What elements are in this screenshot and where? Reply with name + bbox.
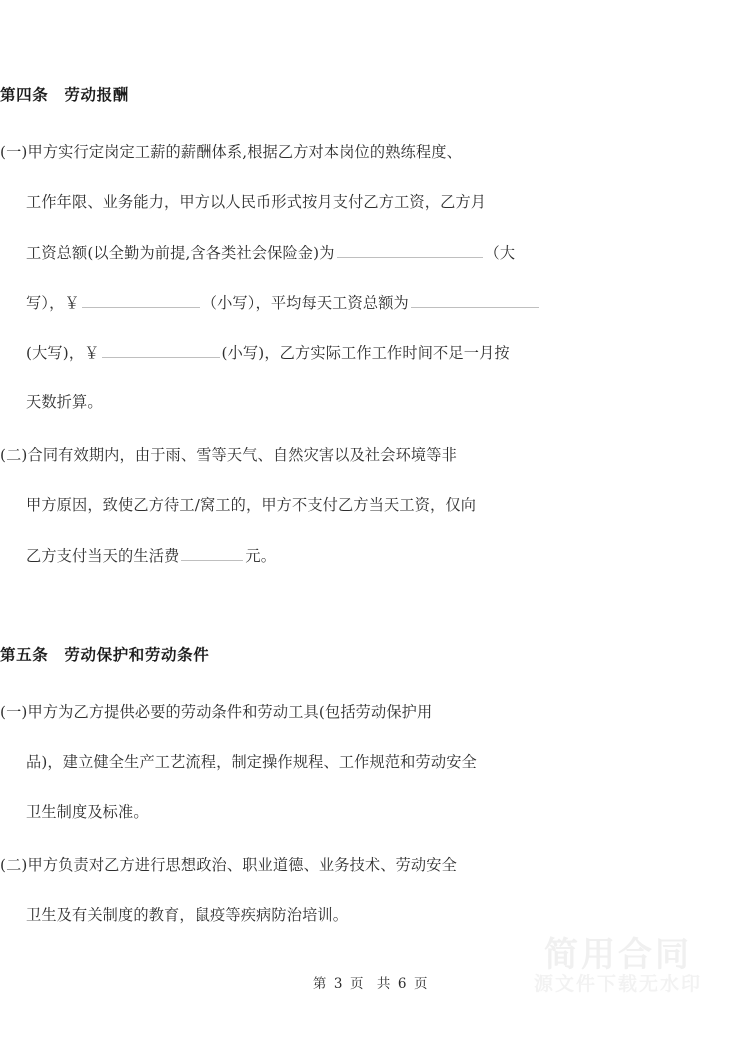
paragraph-line — [26, 493, 548, 517]
fill-in-blank[interactable] — [82, 290, 200, 308]
paragraph-line — [26, 390, 548, 414]
text-run: 元。 — [245, 547, 277, 565]
text-run: (小写)，乙方实际工作工作时间不足一月按 — [221, 344, 510, 362]
text-run: 乙方支付当天的生活费 — [26, 547, 180, 565]
text-run: (二)甲方负责对乙方进行思想政治、职业道德、业务技术、劳动安全 — [0, 856, 457, 874]
paragraph-line — [26, 290, 548, 314]
section-heading-article-5: 第五条 劳动保护和劳动条件 — [0, 646, 210, 664]
watermark-subtitle: 源文件下载无水印 — [533, 973, 702, 996]
paragraph-line — [26, 800, 548, 824]
fill-in-blank[interactable] — [411, 290, 539, 308]
text-run: (大写)，￥ — [26, 344, 100, 362]
fill-in-blank[interactable] — [181, 543, 243, 561]
text-run: 品)，建立健全生产工艺流程，制定操作规程、工作规范和劳动安全 — [26, 753, 477, 771]
text-run: 甲方原因，致使乙方待工/窝工的，甲方不支付乙方当天工资，仅向 — [26, 496, 477, 514]
watermark-title: 简用合同 — [544, 934, 692, 975]
paragraph-line — [26, 190, 548, 214]
text-run: （大 — [484, 244, 516, 262]
paragraph-line — [0, 140, 522, 164]
text-run: (一)甲方实行定岗定工薪的薪酬体系,根据乙方对本岗位的熟练程度、 — [0, 143, 462, 161]
paragraph-line — [0, 700, 522, 724]
text-run: 卫生制度及标准。 — [26, 803, 149, 821]
paragraph-line — [26, 240, 548, 264]
text-run: 天数折算。 — [26, 393, 103, 411]
text-run: 写），￥ — [26, 294, 80, 312]
text-run: 工作年限、业务能力，甲方以人民币形式按月支付乙方工资，乙方月 — [26, 193, 487, 211]
paragraph-line — [0, 853, 522, 877]
text-run: （小写），平均每天工资总额为 — [201, 294, 409, 312]
paragraph-line — [26, 340, 548, 364]
fill-in-blank[interactable] — [337, 240, 483, 258]
section-heading-article-4: 第四条 劳动报酬 — [0, 86, 129, 104]
fill-in-blank[interactable] — [102, 340, 220, 358]
paragraph-line — [26, 750, 548, 774]
text-run: 工资总额(以全勤为前提,含各类社会保险金)为 — [26, 244, 335, 262]
text-run: 卫生及有关制度的教育，鼠疫等疾病防治培训。 — [26, 906, 349, 924]
paragraph-line — [26, 903, 548, 927]
page-footer: 第 3 页 共 6 页 — [312, 976, 430, 992]
paragraph-line — [0, 443, 522, 467]
paragraph-line — [26, 543, 548, 567]
text-run: (一)甲方为乙方提供必要的劳动条件和劳动工具(包括劳动保护用 — [0, 703, 433, 721]
text-run: (二)合同有效期内，由于雨、雪等天气、自然灾害以及社会环境等非 — [0, 446, 457, 464]
